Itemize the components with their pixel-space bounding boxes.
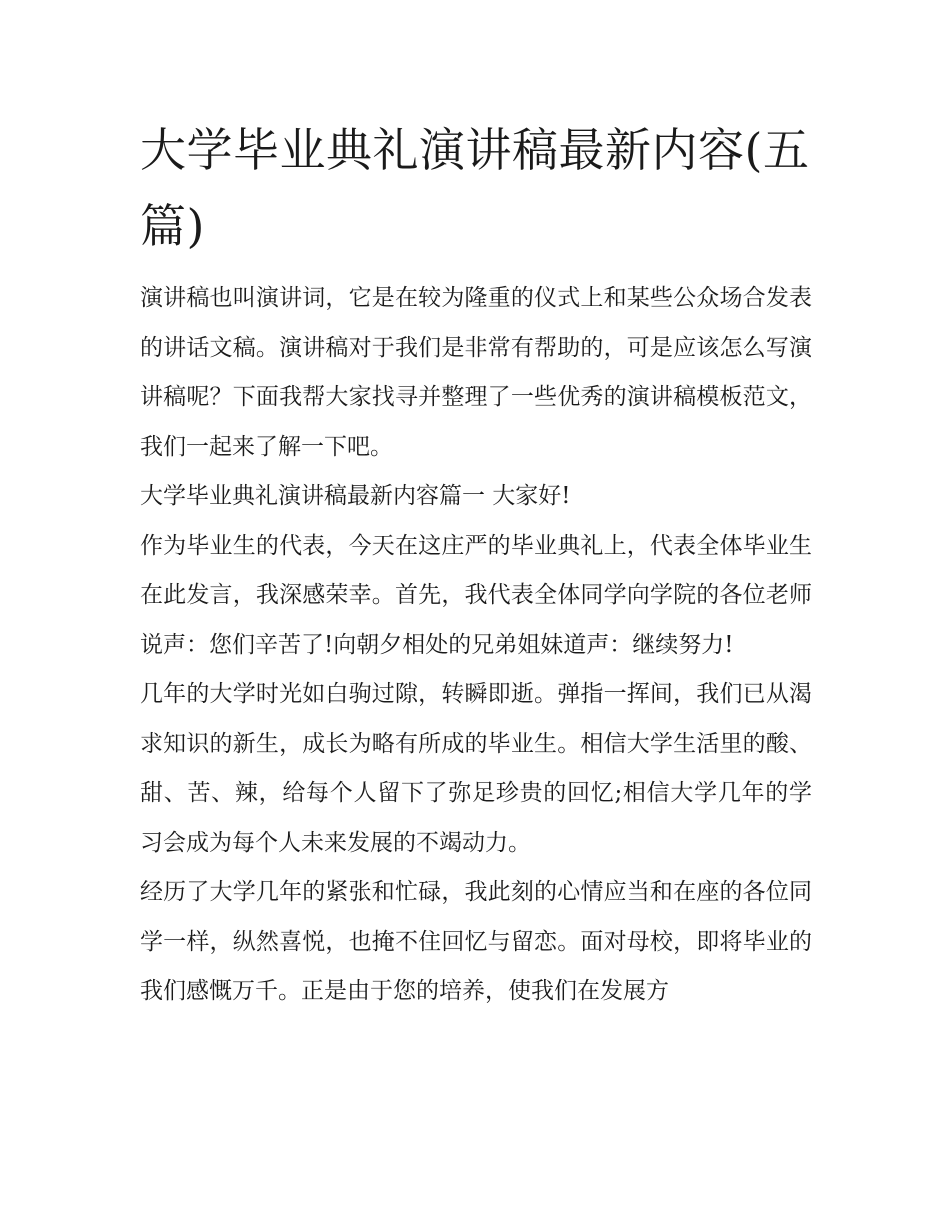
paragraph-intro: 演讲稿也叫演讲词，它是在较为隆重的仪式上和某些公众场合发表的讲话文稿。演讲稿对于我们是非常有帮助的，可是应该怎么写演讲稿呢？下面我帮大家找寻并整理了一些优秀的演讲稿模板范文，我们一起来了解一下吧。 (140, 285, 812, 460)
paragraph-college-years: 几年的大学时光如白驹过隙，转瞬即逝。弹指一挥间，我们已从渴求知识的新生，成长为略有所成的毕业生。相信大学生活里的酸、甜、苦、辣，给每个人留下了弥足珍贵的回忆;相信大学几年的学习会成为每个人未来发展的不竭动力。 (140, 681, 812, 856)
document-title: 大学毕业典礼演讲稿最新内容(五篇) (140, 123, 810, 253)
paragraph-section-heading: 大学毕业典礼演讲稿最新内容篇一 大家好! (140, 483, 571, 509)
document-page (140, 112, 812, 1017)
paragraph-farewell: 经历了大学几年的紧张和忙碌，我此刻的心情应当和在座的各位同学一样，纵然喜悦，也掩不住回忆与留恋。面对母校，即将毕业的我们感慨万千。正是由于您的培养，使我们在发展方 (140, 879, 812, 1004)
paragraph-greeting: 作为毕业生的代表，今天在这庄严的毕业典礼上，代表全体毕业生在此发言，我深感荣幸。首先，我代表全体同学向学院的各位老师说声：您们辛苦了!向朝夕相处的兄弟姐妹道声：继续努力! (140, 532, 812, 658)
document-body (140, 274, 812, 1017)
